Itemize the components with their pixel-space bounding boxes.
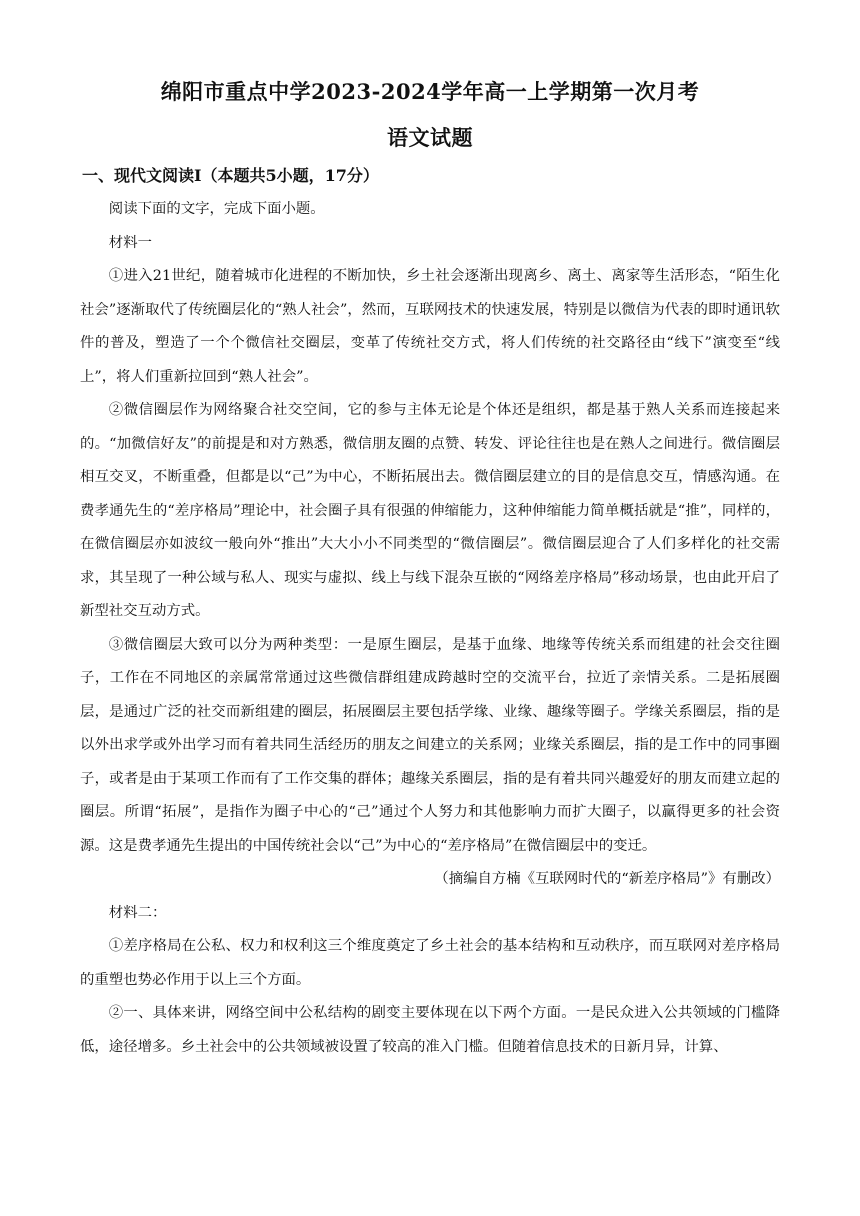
source-citation: （摘编自方楠《互联网时代的“新差序格局”》有删改）	[434, 871, 780, 887]
paragraph: ②一、具体来讲，网络空间中公私结构的剧变主要体现在以下两个方面。一是民众进入公共领域的门槛降低，途径增多。乡土社会中的公共领域被设置了较高的准入门槛。但随着信息技术的日新月异，计算、	[80, 1005, 780, 1055]
paragraph: ①进入21世纪，随着城市化进程的不断加快，乡土社会逐渐出现离乡、离土、离家等生活形态，“陌生化社会”逐渐取代了传统圈层化的“熟人社会”，然而，互联网技术的快速发展，特别是以微信为代表的即时通讯软件的普及，塑造了一个个微信社交圈层，变革了传统社交方式，将人们传统的社交路径由“线下”演变至“线上”，将人们重新拉回到“熟人社会”。	[80, 268, 780, 385]
paragraph: ①差序格局在公私、权力和权利这三个维度奠定了乡土社会的基本结构和互动秩序，而互联网对差序格局的重塑也势必作用于以上三个方面。	[80, 938, 780, 988]
document-subtitle: 语文试题	[387, 125, 473, 150]
paragraph: ③微信圈层大致可以分为两种类型：一是原生圈层，是基于血缘、地缘等传统关系而组建的社会交往圈子，工作在不同地区的亲属常常通过这些微信群组建成跨越时空的交流平台，拉近了亲情关系。二是拓展圈层，是通过广泛的社交而新组建的圈层，拓展圈层主要包括学缘、业缘、趣缘等圈子。学缘关系圈层，指的是以外出求学或外出学习而有着共同生活经历的朋友之间建立的关系网；业缘关系圈层，指的是工作中的同事圈子，或者是由于某项工作而有了工作交集的群体；趣缘关系圈层，指的是有着共同兴趣爱好的朋友而建立起的圈层。所谓“拓展”，是指作为圈子中心的“己”通过个人努力和其他影响力而扩大圈子，以赢得更多的社会资源。这是费孝通先生提出的中国传统社会以“己”为中心的“差序格局”在微信圈层中的变迁。	[80, 636, 780, 854]
section-heading: 一、现代文阅读Ⅰ（本题共5小题，17分）	[82, 166, 379, 185]
document-title: 绵阳市重点中学2023-2024学年高一上学期第一次月考	[160, 79, 700, 104]
document-body	[80, 193, 780, 1064]
instruction-paragraph: 阅读下面的文字，完成下面小题。	[108, 201, 325, 217]
material-two-label: 材料二：	[108, 904, 167, 921]
paragraph: ②微信圈层作为网络聚合社交空间，它的参与主体无论是个体还是组织，都是基于熟人关系而连接起来的。“加微信好友”的前提是和对方熟悉，微信朋友圈的点赞、转发、评论往往也是在熟人之间进行。微信圈层相互交叉，不断重叠，但都是以“己”为中心，不断拓展出去。微信圈层建立的目的是信息交互，情感沟通。在费孝通先生的“差序格局”理论中，社会圈子具有很强的伸缩能力，这种伸缩能力简单概括就是“推”，同样的，在微信圈层亦如波纹一般向外“推出”大大小小不同类型的“微信圈层”。微信圈层迎合了人们多样化的社交需求，其呈现了一种公域与私人、现实与虚拟、线上与线下混杂互嵌的“网络差序格局”移动场景，也由此开启了新型社交互动方式。	[80, 402, 780, 619]
material-one-label: 材料一	[108, 234, 152, 251]
